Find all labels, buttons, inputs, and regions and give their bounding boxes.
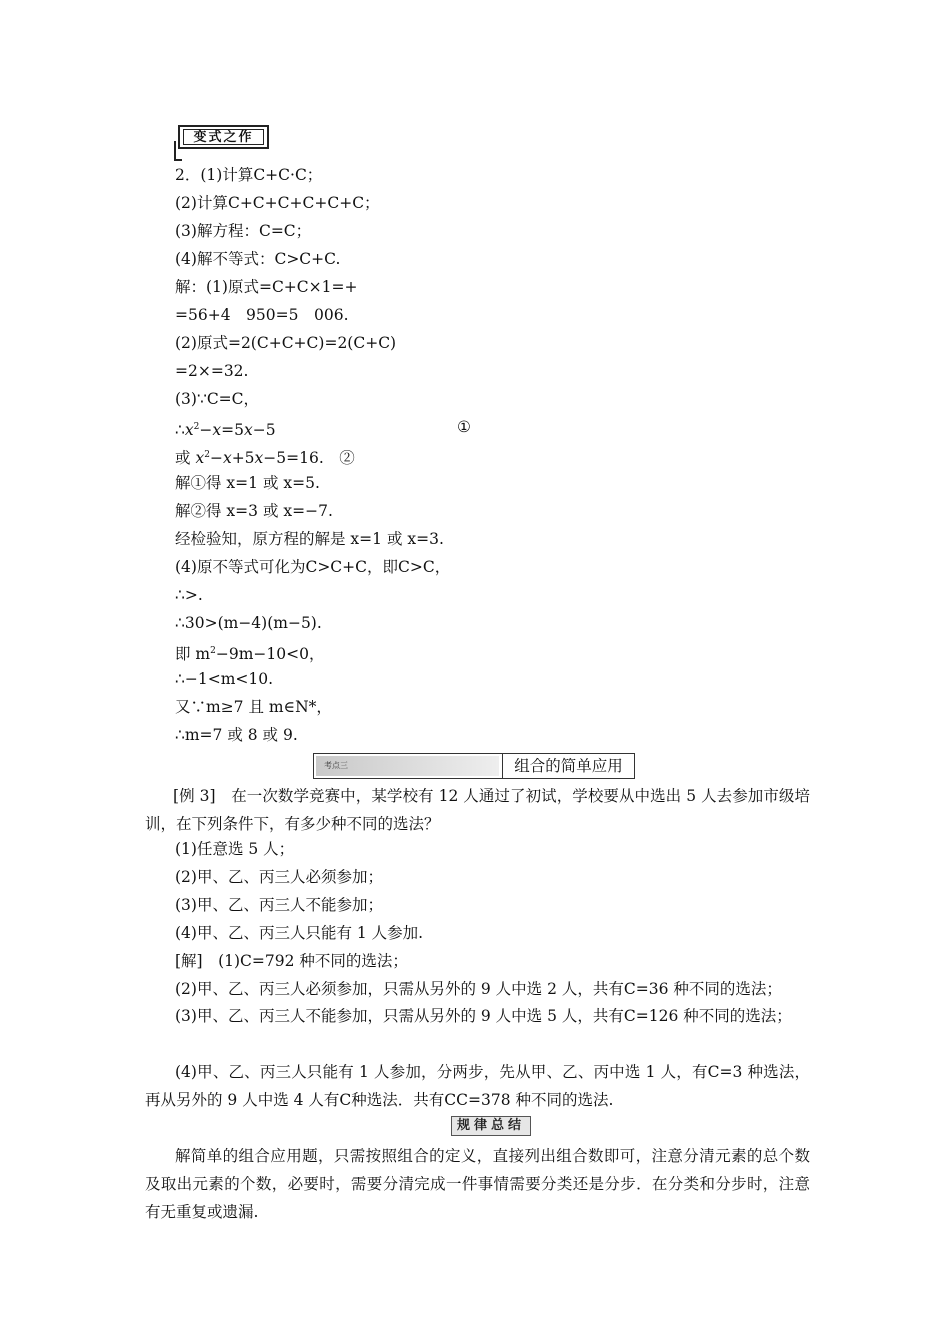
solution-3e: 解②得 x=3 或 x=−7.	[175, 502, 333, 520]
example-answer-3: (3)甲、乙、丙三人不能参加，只需从另外的 9 人中选 5 人，共有C=126 种不同的选法；	[175, 1007, 792, 1025]
example-condition-1: (1)任意选 5 人；	[175, 840, 295, 858]
example-condition-3: (3)甲、乙、丙三人不能参加；	[175, 896, 383, 914]
solution-4b: ∴>.	[175, 586, 203, 604]
solution-4e: ∴−1<m<10.	[175, 670, 274, 688]
summary-text: 解简单的组合应用题，只需按照组合的定义，直接列出组合数即可，注意分清元素的总个数及取出元素的个数，必要时，需要分清完成一件事情需要分类还是分步．在分类和分步时，注意有无重复或遗漏.	[145, 1147, 810, 1221]
example-answer-2: (2)甲、乙、丙三人必须参加，只需从另外的 9 人中选 2 人，共有C=36 种不同的选法；	[175, 980, 782, 998]
example-answer-1: [解] (1)C=792 种不同的选法；	[175, 952, 408, 970]
badge-label: 变式之作	[183, 129, 264, 145]
solution-4d: 即 $m^2-9m-10<0$，	[175, 645, 325, 664]
topic-header-bar	[313, 753, 635, 779]
solution-1b: =56+4 950=5 006.	[175, 306, 349, 324]
rule-summary-badge: 规律总结	[451, 1116, 531, 1136]
problem-q3: (3)解方程：C=C；	[175, 222, 312, 240]
problem-title: 2．(1)计算C+C·C；	[175, 166, 323, 184]
solution-1a: 解：(1)原式=C+C×1=+	[175, 278, 358, 296]
solution-4a: (4)原不等式可化为C>C+C，即C>C，	[175, 558, 451, 576]
solution-2a: (2)原式=2(C+C+C)=2(C+C)	[175, 334, 397, 352]
solution-4f: 又∵m≥7 且 m∈N*，	[175, 698, 332, 716]
topic-title: 组合的简单应用	[502, 754, 634, 778]
solution-3f: 经检验知，原方程的解是 x=1 或 x=3.	[175, 530, 444, 548]
equation-marker-1: ①	[457, 418, 471, 436]
solution-3d: 解①得 x=1 或 x=5.	[175, 474, 320, 492]
example-condition-2: (2)甲、乙、丙三人必须参加；	[175, 868, 383, 886]
problem-q2: (2)计算C+C+C+C+C+C；	[175, 194, 380, 212]
variant-exercise-badge	[178, 125, 269, 149]
solution-2b: =2×=32.	[175, 362, 249, 380]
topic-number-label: 考点三	[316, 756, 499, 776]
solution-4c: ∴30>(m−4)(m−5).	[175, 614, 322, 632]
problem-q4: (4)解不等式：C>C+C.	[175, 250, 341, 268]
solution-3c: 或 $x^2-x+5x-5=16$. ②	[175, 449, 355, 468]
example-condition-4: (4)甲、乙、丙三人只能有 1 人参加.	[175, 924, 424, 942]
example-intro: [例 3] 在一次数学竞赛中，某学校有 12 人通过了初试，学校要从中选出 5 人去参加市级培训，在下列条件下，有多少种不同的选法？	[145, 787, 810, 833]
solution-4g: ∴m=7 或 8 或 9.	[175, 726, 298, 744]
solution-3a: (3)∵C=C，	[175, 390, 260, 408]
solution-3b: $\therefore x^2-x=5x-5$	[175, 421, 276, 440]
example-answer-4: (4)甲、乙、丙三人只能有 1 人参加，分两步，先从甲、乙、丙中选 1 人，有C=3 种选法，再从另外的 9 人中选 4 人有C种选法．共有CC=378 种不同的选法.	[145, 1063, 810, 1109]
badge-corner-mark	[174, 141, 182, 161]
